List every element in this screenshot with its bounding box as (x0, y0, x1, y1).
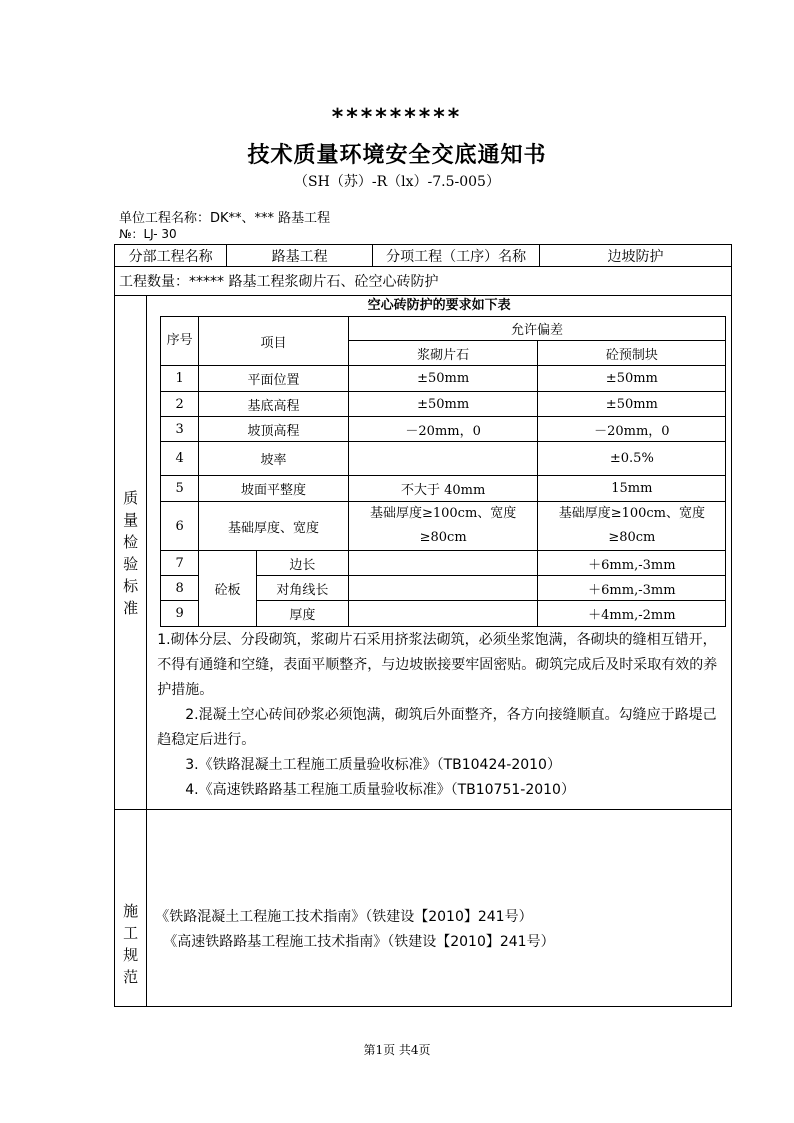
construction-spec-label (115, 810, 147, 1007)
slab-group-label: 砼板 (199, 551, 257, 627)
spec-line: 《铁路混凝土工程施工技术指南》（铁建设【2010】241号） (155, 909, 533, 925)
row-value-b: －20mm，0 (538, 417, 726, 442)
row-item: 坡顶高程 (199, 417, 349, 442)
row-value-a: ±50mm (348, 392, 538, 417)
sub-project-label: 分部工程名称 (115, 245, 227, 267)
page-footer: 第1页 共4页 (363, 1043, 431, 1057)
row-item: 边长 (257, 551, 349, 576)
label-char: 质 (123, 488, 139, 507)
sub-project-value: 路基工程 (227, 245, 373, 267)
row-item: 基底高程 (199, 392, 349, 417)
row-item: 平面位置 (199, 366, 349, 392)
quality-standard-content (147, 296, 732, 810)
row-item: 基础厚度、宽度 (199, 502, 349, 551)
row-value-a: －20mm，0 (348, 417, 538, 442)
row-value-b: ＋6mm,-3mm (538, 576, 726, 601)
label-char: 规 (123, 946, 139, 964)
row-value-b: 15mm (538, 476, 726, 502)
label-char: 检 (123, 532, 139, 551)
header-tolerance: 允许偏差 (348, 317, 725, 341)
note-paragraph: 4.《高速铁路路基工程施工质量验收标准》（TB10751-2010） (185, 782, 575, 798)
row-item: 对角线长 (257, 576, 349, 601)
row-value-a: ±50mm (348, 366, 538, 392)
label-char: 验 (123, 554, 139, 573)
label-char: 工 (123, 924, 139, 942)
header-col-b: 砼预制块 (538, 341, 726, 366)
row-value-b: ±0.5% (538, 442, 726, 476)
row-item: 坡率 (199, 442, 349, 476)
row-seq: 7 (161, 551, 199, 576)
quality-standard-label (115, 296, 147, 810)
row-value-b: ±50mm (538, 392, 726, 417)
work-quantity: 工程数量：***** 路基工程浆砌片石、砼空心砖防护 (115, 267, 732, 296)
tolerance-table-title: 空心砖防护的要求如下表 (367, 298, 511, 313)
label-char: 准 (123, 598, 139, 617)
label-char: 量 (123, 510, 139, 529)
row-seq: 2 (161, 392, 199, 417)
document-code: （SH（苏）-R（lx）-7.5-005） (294, 174, 500, 190)
row-seq: 8 (161, 576, 199, 601)
label-char: 施 (123, 902, 139, 920)
item-project-value: 边坡防护 (540, 245, 732, 267)
row-seq: 1 (161, 366, 199, 392)
label-char: 标 (123, 576, 139, 595)
row-seq: 5 (161, 476, 199, 502)
row-item: 坡面平整度 (199, 476, 349, 502)
document-title: 技术质量环境安全交底通知书 (247, 142, 547, 168)
row-value-a (348, 442, 538, 476)
quality-notes (147, 627, 731, 809)
unit-project-name: 单位工程名称：DK**、*** 路基工程 (119, 211, 331, 226)
item-project-label: 分项工程（工序）名称 (373, 245, 540, 267)
construction-spec-content (147, 810, 732, 1007)
note-paragraph: 3.《铁路混凝土工程施工质量验收标准》（TB10424-2010） (185, 757, 561, 773)
row-value-a: 基础厚度≥100cm、宽度≥80cm (348, 502, 538, 551)
row-seq: 3 (161, 417, 199, 442)
note-paragraph: 2.混凝土空心砖间砂浆必须饱满，砌筑后外面整齐，各方向接缝顺直。勾缝应于路堤己趋稳定后进行。 (157, 707, 717, 748)
row-seq: 6 (161, 502, 199, 551)
spec-line: 《高速铁路路基工程施工技术指南》（铁建设【2010】241号） (163, 934, 555, 950)
notice-table (114, 244, 732, 1007)
label-char: 范 (123, 968, 139, 986)
document-number: №：LJ- 30 (119, 227, 177, 241)
row-seq: 9 (161, 601, 199, 627)
row-value-b: ±50mm (538, 366, 726, 392)
header-col-a: 浆砌片石 (348, 341, 538, 366)
tolerance-table (160, 316, 726, 627)
row-seq: 4 (161, 442, 199, 476)
title-stars: ********* (331, 105, 463, 130)
row-value-a: 不大于 40mm (348, 476, 538, 502)
row-value-b: 基础厚度≥100cm、宽度≥80cm (538, 502, 726, 551)
row-value-a (348, 551, 538, 576)
row-item: 厚度 (257, 601, 349, 627)
row-value-a (348, 576, 538, 601)
header-item: 项目 (199, 317, 349, 366)
header-seq: 序号 (161, 317, 199, 366)
row-value-b: ＋6mm,-3mm (538, 551, 726, 576)
row-value-a (348, 601, 538, 627)
row-value-b: ＋4mm,-2mm (538, 601, 726, 627)
note-paragraph: 1.砌体分层、分段砌筑，浆砌片石采用挤浆法砌筑，必须坐浆饱满，各砌块的缝相互错开，不得有通缝和空缝，表面平顺整齐，与边坡嵌接要牢固密贴。砌筑完成后及时采取有效的养护措施。 (157, 632, 718, 698)
